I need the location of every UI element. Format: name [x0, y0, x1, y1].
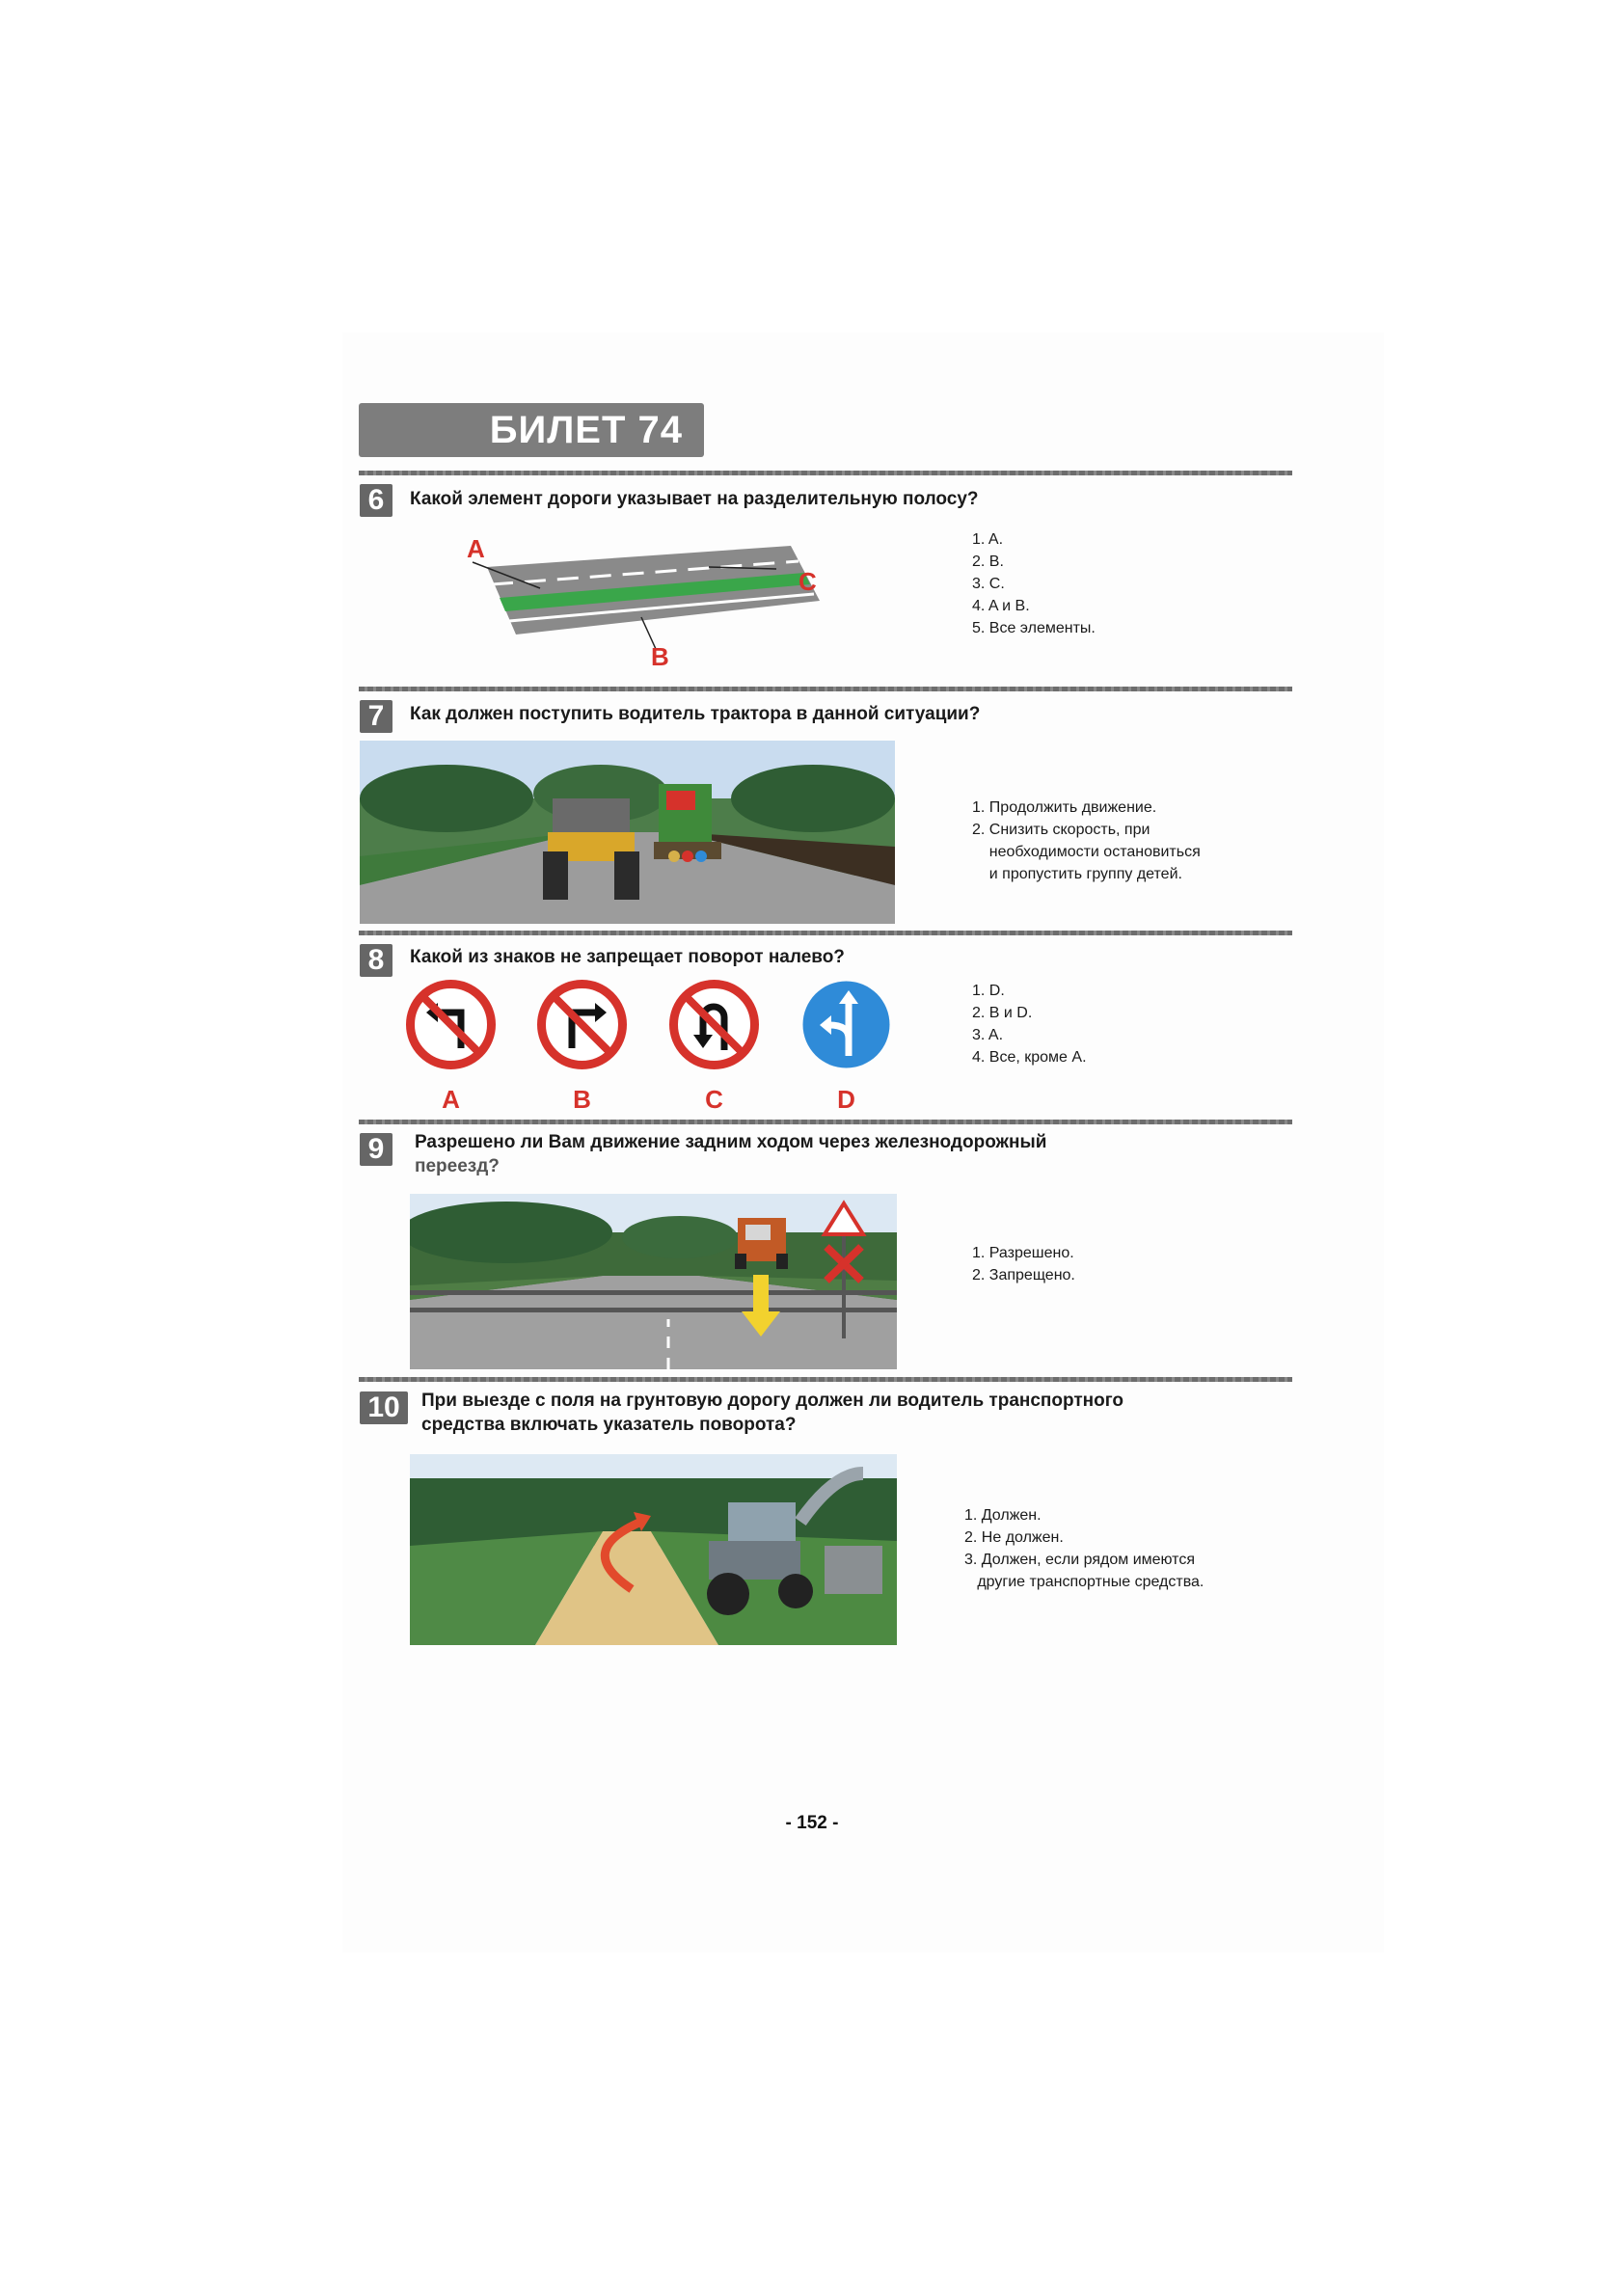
answer-option: 3. C.	[972, 576, 1005, 592]
answer-option: 4. A и B.	[972, 598, 1030, 614]
answer-list	[972, 528, 1096, 639]
answer-option: 2. Запрещено.	[972, 1267, 1075, 1283]
question-text	[415, 1130, 1046, 1178]
answer-list	[972, 1242, 1075, 1286]
divider-rule	[359, 1120, 1292, 1124]
railway-crossing-illustration	[410, 1194, 897, 1369]
answer-list	[964, 1504, 1204, 1593]
sign-label: C	[705, 1085, 723, 1114]
question-text-line: Разрешено ли Вам движение задним ходом через железнодорожный	[415, 1132, 1047, 1152]
label-a: A	[467, 534, 485, 563]
label-b: B	[651, 642, 669, 671]
answer-option: 1. Должен.	[964, 1507, 1042, 1524]
answer-option: 1. Продолжить движение.	[972, 799, 1157, 816]
no-left-turn-sign-icon	[405, 979, 497, 1070]
divider-rule	[359, 931, 1292, 935]
answer-option: 1. D.	[972, 983, 1005, 999]
answer-option: 2. Не должен.	[964, 1529, 1064, 1546]
answer-list	[972, 797, 1201, 885]
answer-option: 4. Все, кроме A.	[972, 1049, 1087, 1066]
question-text-line: переезд?	[415, 1156, 500, 1176]
answer-option: 2. B и D.	[972, 1005, 1033, 1021]
answer-option: 1. Разрешено.	[972, 1245, 1074, 1261]
ticket-title: БИЛЕТ 74	[489, 409, 683, 451]
sign-label: D	[837, 1085, 855, 1114]
question-text: Какой элемент дороги указывает на разделительную полосу?	[410, 489, 979, 509]
divider-rule	[359, 471, 1292, 475]
answer-option: необходимости остановиться	[972, 844, 1201, 860]
question-number: 6	[360, 484, 392, 517]
sign-label: A	[442, 1085, 460, 1114]
question-number: 8	[360, 944, 392, 977]
straight-or-left-sign-icon	[800, 979, 892, 1070]
sign-label: B	[573, 1085, 591, 1114]
answer-option: 3. Должен, если рядом имеются	[964, 1552, 1195, 1568]
answer-list	[972, 980, 1087, 1068]
answer-option: другие транспортные средства.	[964, 1574, 1204, 1590]
answer-option: 1. A.	[972, 531, 1004, 548]
page-number: - 152 -	[785, 1813, 839, 1833]
answer-option: 2. Снизить скорость, при	[972, 822, 1150, 838]
answer-option: 2. B.	[972, 554, 1004, 570]
label-c: C	[798, 567, 817, 596]
road-signs-row	[405, 979, 887, 1123]
question-number: 7	[360, 700, 392, 733]
question-number: 10	[360, 1391, 408, 1424]
divider-rule	[359, 687, 1292, 691]
question-text: Как должен поступить водитель трактора в данной ситуации?	[410, 704, 981, 724]
road-diagram	[444, 528, 829, 673]
question-number: 9	[360, 1133, 392, 1166]
ticket-header	[359, 403, 704, 457]
tractor-field-illustration	[410, 1454, 897, 1645]
question-text-line: При выезде с поля на грунтовую дорогу должен ли водитель транспортного	[421, 1391, 1124, 1411]
question-text	[421, 1389, 1123, 1437]
answer-option: 3. A.	[972, 1027, 1004, 1043]
tractor-scene-illustration	[360, 741, 895, 924]
question-text-line: средства включать указатель поворота?	[421, 1415, 797, 1435]
answer-option: и пропустить группу детей.	[972, 866, 1182, 882]
no-right-turn-sign-icon	[536, 979, 628, 1070]
answer-option: 5. Все элементы.	[972, 620, 1096, 636]
no-u-turn-sign-icon	[668, 979, 760, 1070]
question-text: Какой из знаков не запрещает поворот налево?	[410, 947, 845, 967]
divider-rule	[359, 1377, 1292, 1382]
